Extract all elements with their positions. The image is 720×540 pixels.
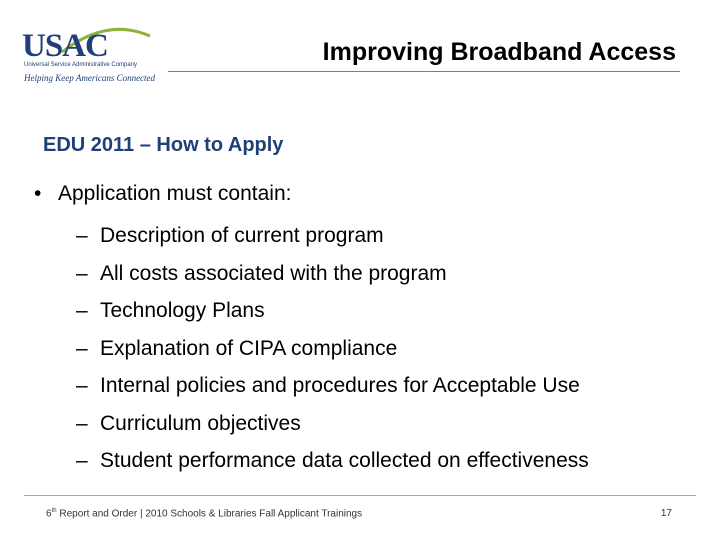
dash-icon: – bbox=[76, 261, 88, 285]
dash-icon: – bbox=[76, 336, 88, 360]
dash-icon: – bbox=[76, 411, 88, 435]
usac-logo bbox=[22, 22, 162, 84]
list-item: – Technology Plans bbox=[76, 292, 589, 330]
list-item: – Student performance data collected on effectiveness bbox=[76, 442, 589, 480]
logo-tagline: Helping Keep Americans Connected bbox=[24, 73, 156, 83]
footer-divider bbox=[24, 495, 696, 496]
slide-subtitle: EDU 2011 – How to Apply bbox=[43, 134, 284, 156]
dash-icon: – bbox=[76, 374, 88, 397]
list-item: – Curriculum objectives bbox=[76, 405, 589, 443]
title-divider bbox=[168, 71, 680, 72]
bullet-icon: • bbox=[34, 182, 42, 205]
slide-title: Improving Broadband Access bbox=[322, 38, 676, 66]
page-number: 17 bbox=[660, 508, 672, 519]
dash-icon: – bbox=[76, 449, 88, 472]
subitem-list bbox=[76, 217, 589, 480]
dash-icon: – bbox=[76, 224, 88, 247]
dash-icon: – bbox=[76, 299, 88, 322]
footer-text: 6th Report and Order | 2010 Schools & Libraries Fall Applicant Trainings bbox=[46, 508, 363, 520]
list-item: – Description of current program bbox=[76, 217, 589, 255]
logo-wordmark: USAC bbox=[22, 28, 108, 64]
list-item: – Explanation of CIPA compliance bbox=[76, 330, 589, 368]
main-bullet bbox=[34, 182, 291, 206]
list-item: – All costs associated with the program bbox=[76, 255, 589, 293]
list-item: – Internal policies and procedures for Acceptable Use bbox=[76, 367, 589, 405]
main-bullet-text: Application must contain: bbox=[58, 182, 292, 205]
logo-subtitle: Universal Service Administrative Company bbox=[24, 62, 138, 68]
